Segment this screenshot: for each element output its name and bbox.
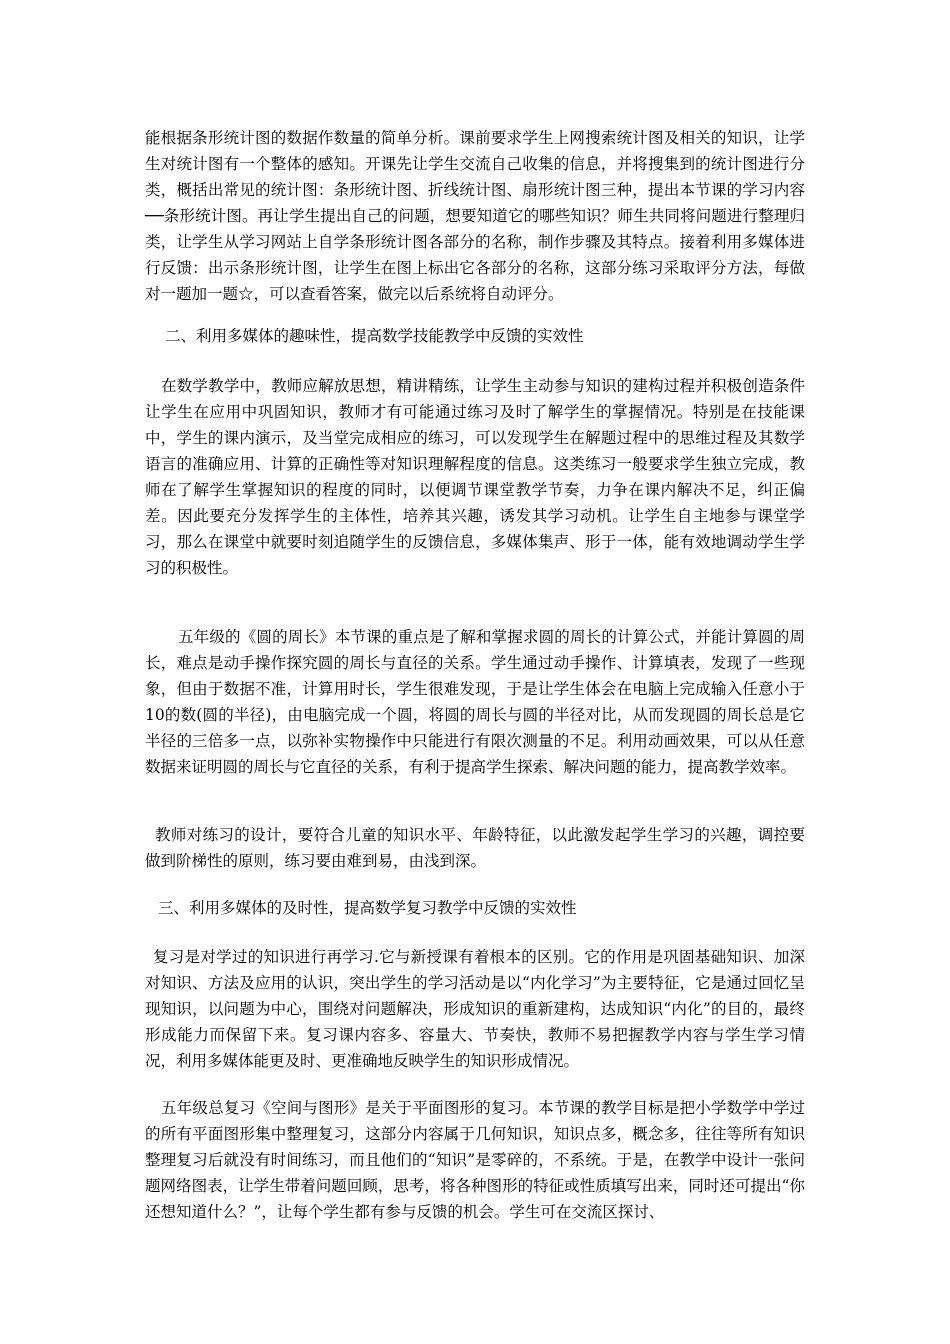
body-paragraph-circle-circumference: 五年级的《圆的周长》本节课的重点是了解和掌握求圆的周长的计算公式，并能计算圆的周长，难点是动手操作探究圆的周长与直径的关系。学生通过动手操作、计算填表，发现了一些现象，但由于数据不准，计算用时长，学生很难发现，于是让学生体会在电脑上完成输入任意小于10的数(圆的半径)，由电脑完成一个圆，将圆的周长与圆的半径对比，从而发现圆的周长总是它半径的三倍多一点，以弥补实物操作中只能进行有限次测量的不足。利用动画效果，可以从任意数据来证明圆的周长与它直径的关系，有利于提高学生探索、解决问题的能力，提高教学效率。 <box>145 628 805 776</box>
body-paragraph-statistics-lesson: 能根据条形统计图的数据作数量的简单分析。课前要求学生上网搜索统计图及相关的知识，让学生对统计图有一个整体的感知。开课先让学生交流自己收集的信息，并将搜集到的统计图进行分类，概括出常见的统计图：条形统计图、折线统计图、扇形统计图三种，提出本节课的学习内容──条形统计图。再让学生提出自己的问题，想要知道它的哪些知识？师生共同将问题进行整理归类，让学生从学习网站上自学条形统计图各部分的名称，制作步骤及其特点。接着利用多媒体进行反馈：出示条形统计图，让学生在图上标出它各部分的名称，这部分练习采取评分方法，每做对一题加一题☆，可以查看答案，做完以后系统将自动评分。 <box>145 129 805 303</box>
body-paragraph-exercise-design: 教师对练习的设计，要符合儿童的知识水平、年龄特征，以此激发起学生学习的兴趣，调控要做到阶梯性的原则，练习要由难到易，由浅到深。 <box>145 826 805 870</box>
body-paragraph-review-lesson: 复习是对学过的知识进行再学习.它与新授课有着根本的区别。它的作用是巩固基础知识、加深对知识、方法及应用的认识，突出学生的学习活动是以“内化学习”为主要特征，它是通过回忆呈现知识，以问题为中心，围绕对问题解决，形成知识的重新建构，达成知识“内化”的目的，最终形成能力而保留下来。复习课内容多、容量大、节奏快，教师不易把握教学内容与学生学习情况，利用多媒体能更及时、更准确地反映学生的知识形成情况。 <box>145 948 805 1070</box>
body-paragraph-skill-teaching: 在数学教学中，教师应解放思想，精讲精练，让学生主动参与知识的建构过程并积极创造条件让学生在应用中巩固知识，教师才有可能通过练习及时了解学生的掌握情况。特别是在技能课中，学生的课内演示，及当堂完成相应的练习，可以发现学生在解题过程中的思维过程及其数学语言的准确应用、计算的正确性等对知识理解程度的信息。这类练习一般要求学生独立完成，教师在了解学生掌握知识的程度的同时，以便调节课堂教学节奏，力争在课内解决不足，纠正偏差。因此要充分发挥学生的主体性，培养其兴趣，诱发其学习动机。让学生自主地参与课堂学习，那么在课堂中就要时刻追随学生的反馈信息，多媒体集声、形于一体，能有效地调动学生学习的积极性。 <box>145 377 805 577</box>
body-paragraph-space-and-shapes: 五年级总复习《空间与图形》是关于平面图形的复习。本节课的教学目标是把小学数学中学过的所有平面图形集中整理复习，这部分内容属于几何知识，知识点多，概念多，往往等所有知识整理复习后就没有时间练习，而且他们的“知识”是零碎的，不系统。于是，在教学中设计一张问题网络图表，让学生带着问题回顾，思考，将各种图形的特征或性质填写出来，同时还可提出“你还想知道什么？”，让每个学生都有参与反馈的机会。学生可在交流区探讨、 <box>145 1099 805 1221</box>
section-heading-three: 三、利用多媒体的及时性，提高数学复习教学中反馈的实效性 <box>158 899 577 917</box>
section-heading-two: 二、利用多媒体的趣味性，提高数学技能教学中反馈的实效性 <box>165 327 584 345</box>
